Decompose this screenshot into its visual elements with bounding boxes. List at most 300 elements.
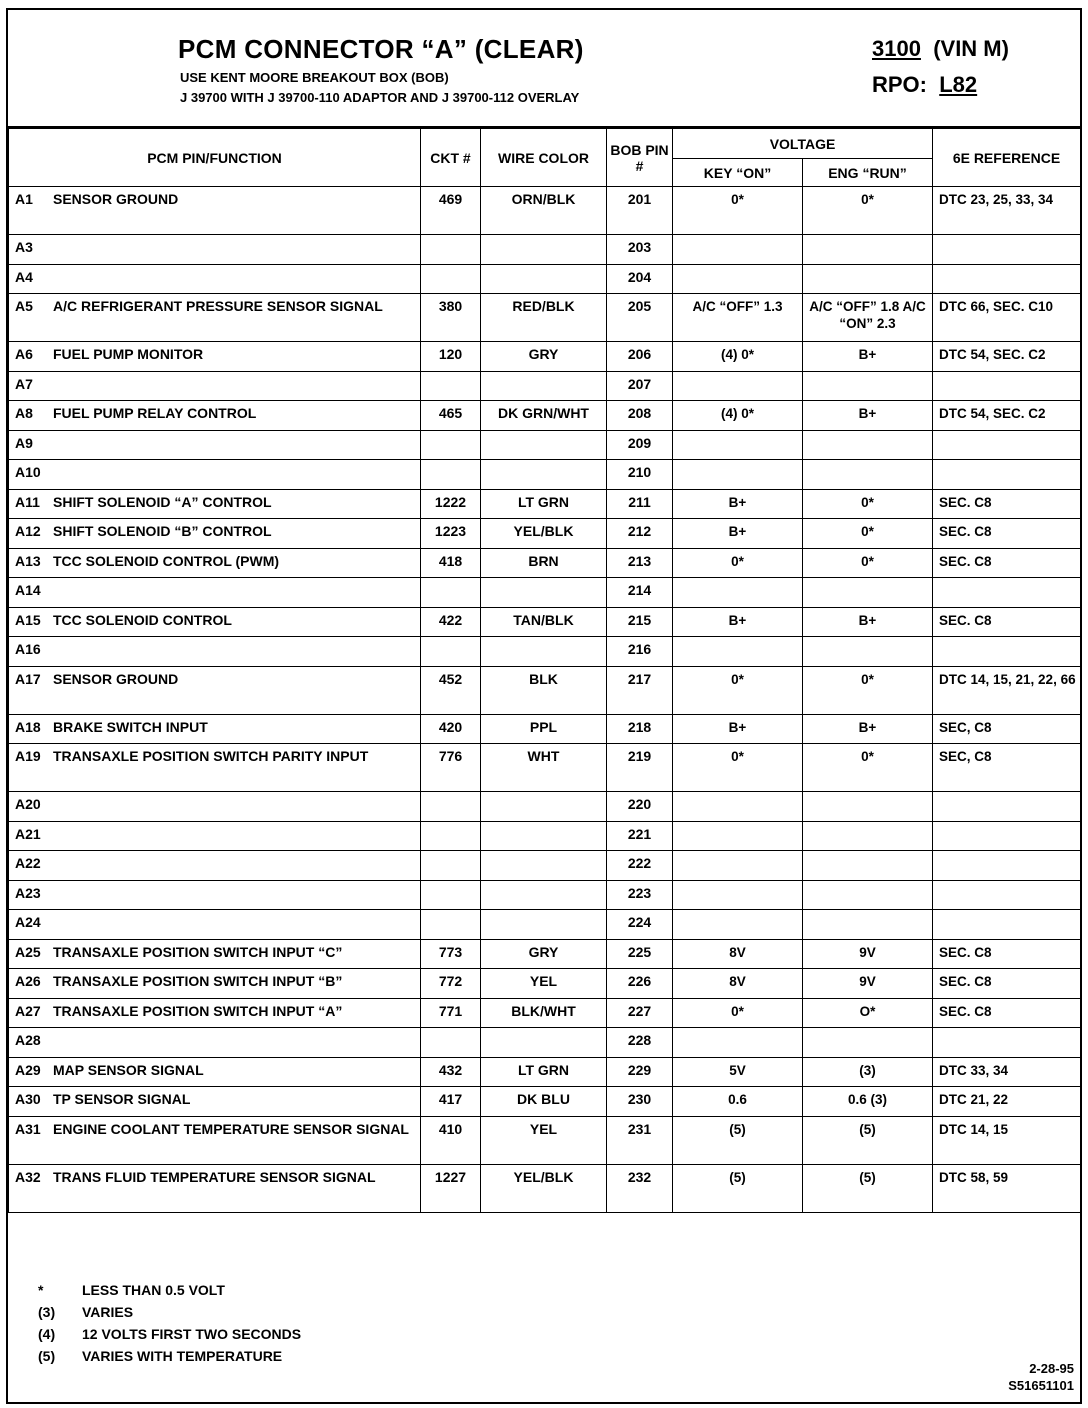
eng-run-cell: 9V — [803, 969, 933, 999]
ckt-cell — [421, 851, 481, 881]
reference-cell: SEC. C8 — [933, 607, 1081, 637]
wire-color-cell: DK BLU — [481, 1087, 607, 1117]
pin-id: A6 — [15, 346, 33, 362]
wire-color-cell: DK GRN/WHT — [481, 401, 607, 431]
ckt-cell — [421, 371, 481, 401]
wire-color-cell — [481, 430, 607, 460]
ckt-cell — [421, 430, 481, 460]
eng-run-cell — [803, 910, 933, 940]
wire-color-cell: BLK — [481, 666, 607, 714]
footer — [1008, 1360, 1074, 1394]
eng-run-cell: 9V — [803, 939, 933, 969]
key-on-cell: (5) — [673, 1164, 803, 1212]
pin-id: A17 — [15, 670, 41, 687]
table-row — [9, 1028, 1081, 1058]
function-text: SHIFT SOLENOID “B” CONTROL — [53, 523, 272, 539]
pin-id: A8 — [15, 405, 33, 421]
reference-cell: DTC 14, 15 — [933, 1116, 1081, 1164]
header-key-on: KEY “ON” — [673, 159, 803, 187]
ckt-cell — [421, 1028, 481, 1058]
wire-color-cell: PPL — [481, 714, 607, 744]
key-on-cell: 0* — [673, 187, 803, 235]
ckt-cell — [421, 637, 481, 667]
function-text: TRANSAXLE POSITION SWITCH INPUT “B” — [53, 973, 343, 989]
pin-function-cell — [9, 969, 421, 999]
bob-pin-cell: 206 — [607, 342, 673, 372]
page-title: PCM CONNECTOR “A” (CLEAR) — [178, 34, 584, 64]
pin-id: A1 — [15, 191, 33, 207]
ckt-cell — [421, 264, 481, 294]
table-row — [9, 1164, 1081, 1212]
function-text: SHIFT SOLENOID “A” CONTROL — [53, 493, 272, 510]
key-on-cell: 0* — [673, 548, 803, 578]
function-text: TRANS FLUID TEMPERATURE SENSOR SIGNAL — [53, 1168, 376, 1185]
pin-function-cell — [9, 851, 421, 881]
bob-pin-cell: 217 — [607, 666, 673, 714]
subtitle-line-1: USE KENT MOORE BREAKOUT BOX (BOB) — [180, 70, 449, 85]
key-on-cell: 0* — [673, 998, 803, 1028]
table-row — [9, 371, 1081, 401]
reference-cell: SEC, C8 — [933, 744, 1081, 792]
bob-pin-cell: 212 — [607, 519, 673, 549]
function-text: TCC SOLENOID CONTROL (PWM) — [53, 552, 280, 569]
note-text: LESS THAN 0.5 VOLT — [82, 1282, 225, 1298]
note-text: VARIES — [82, 1304, 134, 1320]
ckt-cell: 417 — [421, 1087, 481, 1117]
table-row — [9, 744, 1081, 792]
eng-run-cell: B+ — [803, 401, 933, 431]
pin-id: A9 — [15, 434, 33, 451]
table-row — [9, 1057, 1081, 1087]
eng-run-cell — [803, 821, 933, 851]
table-row — [9, 851, 1081, 881]
function-text: A/C REFRIGERANT PRESSURE SENSOR SIGNAL — [53, 298, 383, 314]
pin-function-cell — [9, 744, 421, 792]
bob-pin-cell: 219 — [607, 744, 673, 792]
header — [8, 10, 1080, 128]
bob-pin-cell: 222 — [607, 851, 673, 881]
key-on-cell: (4) 0* — [673, 401, 803, 431]
reference-cell: DTC 58, 59 — [933, 1164, 1081, 1212]
key-on-cell: B+ — [673, 607, 803, 637]
reference-cell — [933, 821, 1081, 851]
table-row — [9, 489, 1081, 519]
pin-function-cell — [9, 294, 421, 342]
eng-run-cell: B+ — [803, 714, 933, 744]
reference-cell: DTC 14, 15, 21, 22, 66 — [933, 666, 1081, 714]
pin-id: A24 — [15, 914, 41, 930]
header-voltage: VOLTAGE — [673, 129, 933, 159]
pin-id: A18 — [15, 718, 41, 735]
ckt-cell — [421, 792, 481, 822]
wire-color-cell: YEL/BLK — [481, 519, 607, 549]
pin-function-cell — [9, 548, 421, 578]
note-text: 12 VOLTS FIRST TWO SECONDS — [82, 1326, 302, 1342]
header-wire-color: WIRE COLOR — [481, 129, 607, 187]
eng-run-cell: (3) — [803, 1057, 933, 1087]
ckt-cell: 1223 — [421, 519, 481, 549]
wire-color-cell: ORN/BLK — [481, 187, 607, 235]
bob-pin-cell: 231 — [607, 1116, 673, 1164]
pin-function-cell — [9, 792, 421, 822]
wire-color-cell: YEL/BLK — [481, 1164, 607, 1212]
wire-color-cell — [481, 235, 607, 265]
pin-id: A23 — [15, 884, 41, 901]
pin-id: A32 — [15, 1168, 41, 1185]
function-text: TCC SOLENOID CONTROL — [53, 611, 232, 628]
bob-pin-cell: 203 — [607, 235, 673, 265]
ckt-cell: 410 — [421, 1116, 481, 1164]
pin-id: A3 — [15, 239, 33, 255]
eng-run-cell — [803, 851, 933, 881]
rpo-value: L82 — [939, 72, 978, 97]
bob-pin-cell: 230 — [607, 1087, 673, 1117]
wire-color-cell: BRN — [481, 548, 607, 578]
key-on-cell — [673, 792, 803, 822]
eng-run-cell — [803, 371, 933, 401]
table-row — [9, 821, 1081, 851]
ckt-cell: 452 — [421, 666, 481, 714]
reference-cell — [933, 430, 1081, 460]
engine-info — [872, 36, 1009, 62]
table-row — [9, 401, 1081, 431]
table-row — [9, 294, 1081, 342]
pin-function-cell — [9, 371, 421, 401]
key-on-cell: 8V — [673, 969, 803, 999]
ckt-cell: 465 — [421, 401, 481, 431]
pin-function-cell — [9, 1028, 421, 1058]
table-row — [9, 1116, 1081, 1164]
table-row — [9, 187, 1081, 235]
eng-run-cell — [803, 460, 933, 490]
bob-pin-cell: 223 — [607, 880, 673, 910]
ckt-cell: 469 — [421, 187, 481, 235]
eng-run-cell — [803, 430, 933, 460]
reference-cell: DTC 54, SEC. C2 — [933, 401, 1081, 431]
note-item — [38, 1326, 301, 1348]
ckt-cell — [421, 460, 481, 490]
wire-color-cell: YEL — [481, 969, 607, 999]
wire-color-cell: LT GRN — [481, 489, 607, 519]
pin-function-cell — [9, 880, 421, 910]
reference-cell — [933, 578, 1081, 608]
function-text: TRANSAXLE POSITION SWITCH INPUT “A” — [53, 1002, 343, 1019]
wire-color-cell — [481, 851, 607, 881]
table-row — [9, 714, 1081, 744]
wire-color-cell: LT GRN — [481, 1057, 607, 1087]
note-key: (3) — [38, 1304, 56, 1320]
key-on-cell — [673, 430, 803, 460]
function-text: SENSOR GROUND — [53, 191, 179, 207]
function-text: ENGINE COOLANT TEMPERATURE SENSOR SIGNAL — [53, 1120, 409, 1137]
bob-pin-cell: 218 — [607, 714, 673, 744]
pin-function-cell — [9, 519, 421, 549]
eng-run-cell: B+ — [803, 607, 933, 637]
reference-cell: SEC, C8 — [933, 714, 1081, 744]
table-row — [9, 637, 1081, 667]
bob-pin-cell: 205 — [607, 294, 673, 342]
wire-color-cell: BLK/WHT — [481, 998, 607, 1028]
ckt-cell — [421, 880, 481, 910]
pin-id: A31 — [15, 1120, 41, 1137]
key-on-cell: 5V — [673, 1057, 803, 1087]
pin-id: A11 — [15, 493, 40, 510]
pin-function-cell — [9, 607, 421, 637]
reference-cell — [933, 371, 1081, 401]
bob-pin-cell: 220 — [607, 792, 673, 822]
table-row — [9, 548, 1081, 578]
pin-id: A13 — [15, 552, 41, 569]
note-text: VARIES WITH TEMPERATURE — [82, 1348, 283, 1364]
reference-cell: SEC. C8 — [933, 998, 1081, 1028]
reference-cell — [933, 460, 1081, 490]
reference-cell: DTC 66, SEC. C10 — [933, 294, 1081, 342]
key-on-cell: B+ — [673, 519, 803, 549]
ckt-cell — [421, 821, 481, 851]
bob-pin-cell: 221 — [607, 821, 673, 851]
pin-function-cell — [9, 578, 421, 608]
pin-id: A30 — [15, 1091, 41, 1107]
pin-function-cell — [9, 187, 421, 235]
bob-pin-cell: 207 — [607, 371, 673, 401]
table-row — [9, 910, 1081, 940]
key-on-cell — [673, 637, 803, 667]
function-text: TP SENSOR SIGNAL — [53, 1091, 191, 1107]
wire-color-cell: GRY — [481, 342, 607, 372]
pin-id: A28 — [15, 1032, 41, 1048]
key-on-cell — [673, 851, 803, 881]
key-on-cell: (5) — [673, 1116, 803, 1164]
key-on-cell: A/C “OFF” 1.3 — [673, 294, 803, 342]
wire-color-cell — [481, 880, 607, 910]
eng-run-cell: 0* — [803, 548, 933, 578]
bob-pin-cell: 232 — [607, 1164, 673, 1212]
reference-cell: DTC 54, SEC. C2 — [933, 342, 1081, 372]
eng-run-cell: 0.6 (3) — [803, 1087, 933, 1117]
pin-function-cell — [9, 235, 421, 265]
function-text: FUEL PUMP RELAY CONTROL — [53, 405, 257, 421]
pin-function-cell — [9, 1087, 421, 1117]
note-key: * — [38, 1282, 44, 1298]
pin-id: A4 — [15, 268, 33, 285]
wire-color-cell: GRY — [481, 939, 607, 969]
wire-color-cell — [481, 1028, 607, 1058]
function-text: TRANSAXLE POSITION SWITCH INPUT “C” — [53, 943, 343, 960]
pin-function-cell — [9, 1164, 421, 1212]
eng-run-cell — [803, 792, 933, 822]
reference-cell — [933, 880, 1081, 910]
footer-date: 2-28-95 — [1029, 1361, 1074, 1376]
reference-cell — [933, 851, 1081, 881]
key-on-cell — [673, 910, 803, 940]
function-text: TRANSAXLE POSITION SWITCH PARITY INPUT — [53, 748, 369, 764]
table-row — [9, 607, 1081, 637]
eng-run-cell: 0* — [803, 187, 933, 235]
bob-pin-cell: 209 — [607, 430, 673, 460]
key-on-cell: 0* — [673, 744, 803, 792]
ckt-cell: 418 — [421, 548, 481, 578]
wire-color-cell: YEL — [481, 1116, 607, 1164]
key-on-cell — [673, 578, 803, 608]
note-key: (4) — [38, 1326, 56, 1342]
reference-cell: DTC 21, 22 — [933, 1087, 1081, 1117]
note-key: (5) — [38, 1348, 56, 1364]
note-item — [38, 1304, 301, 1326]
pin-id: A29 — [15, 1061, 41, 1078]
key-on-cell — [673, 371, 803, 401]
header-bob-pin: BOB PIN # — [607, 129, 673, 187]
reference-cell: SEC. C8 — [933, 969, 1081, 999]
key-on-cell — [673, 235, 803, 265]
key-on-cell — [673, 1028, 803, 1058]
pin-function-cell — [9, 910, 421, 940]
ckt-cell: 776 — [421, 744, 481, 792]
header-ckt: CKT # — [421, 129, 481, 187]
table-row — [9, 264, 1081, 294]
key-on-cell — [673, 821, 803, 851]
eng-run-cell — [803, 235, 933, 265]
eng-run-cell: 0* — [803, 666, 933, 714]
notes-legend — [38, 1282, 301, 1370]
reference-cell — [933, 910, 1081, 940]
rpo-info — [872, 72, 977, 98]
bob-pin-cell: 201 — [607, 187, 673, 235]
key-on-cell — [673, 460, 803, 490]
reference-cell — [933, 235, 1081, 265]
header-reference: 6E REFERENCE — [933, 129, 1081, 187]
reference-cell — [933, 1028, 1081, 1058]
vin-code: (VIN M) — [933, 36, 1009, 61]
ckt-cell: 1227 — [421, 1164, 481, 1212]
ckt-cell: 772 — [421, 969, 481, 999]
table-row — [9, 519, 1081, 549]
pin-id: A15 — [15, 611, 41, 628]
pin-id: A10 — [15, 464, 41, 480]
ckt-cell — [421, 235, 481, 265]
subtitle-line-2: J 39700 WITH J 39700-110 ADAPTOR AND J 39700-112 OVERLAY — [180, 90, 580, 105]
eng-run-cell — [803, 1028, 933, 1058]
table-row — [9, 578, 1081, 608]
header-pin-function: PCM PIN/FUNCTION — [9, 129, 421, 187]
function-text: SENSOR GROUND — [53, 670, 179, 687]
table-row — [9, 235, 1081, 265]
reference-cell: SEC. C8 — [933, 489, 1081, 519]
eng-run-cell: 0* — [803, 744, 933, 792]
pin-function-cell — [9, 998, 421, 1028]
ckt-cell: 422 — [421, 607, 481, 637]
table-row — [9, 460, 1081, 490]
ckt-cell: 1222 — [421, 489, 481, 519]
wire-color-cell: TAN/BLK — [481, 607, 607, 637]
eng-run-cell: A/C “OFF” 1.8 A/C “ON” 2.3 — [803, 294, 933, 342]
bob-pin-cell: 226 — [607, 969, 673, 999]
pin-id: A27 — [15, 1002, 41, 1019]
bob-pin-cell: 224 — [607, 910, 673, 940]
key-on-cell: 0.6 — [673, 1087, 803, 1117]
bob-pin-cell: 216 — [607, 637, 673, 667]
eng-run-cell: 0* — [803, 489, 933, 519]
reference-cell: DTC 33, 34 — [933, 1057, 1081, 1087]
table-row — [9, 342, 1081, 372]
ckt-cell — [421, 910, 481, 940]
pin-id: A7 — [15, 375, 33, 392]
wire-color-cell: WHT — [481, 744, 607, 792]
wire-color-cell — [481, 264, 607, 294]
eng-run-cell — [803, 578, 933, 608]
ckt-cell — [421, 578, 481, 608]
table-row — [9, 880, 1081, 910]
eng-run-cell — [803, 880, 933, 910]
note-item — [38, 1282, 301, 1304]
bob-pin-cell: 211 — [607, 489, 673, 519]
footer-doc-id: S51651101 — [1008, 1378, 1074, 1393]
table-row — [9, 969, 1081, 999]
function-text: BRAKE SWITCH INPUT — [53, 718, 208, 735]
reference-cell — [933, 637, 1081, 667]
key-on-cell: B+ — [673, 489, 803, 519]
eng-run-cell — [803, 637, 933, 667]
key-on-cell: 8V — [673, 939, 803, 969]
eng-run-cell: B+ — [803, 342, 933, 372]
eng-run-cell: (5) — [803, 1164, 933, 1212]
ckt-cell: 380 — [421, 294, 481, 342]
pin-id: A25 — [15, 943, 41, 960]
pin-id: A19 — [15, 748, 41, 764]
eng-run-cell: O* — [803, 998, 933, 1028]
table-row — [9, 1087, 1081, 1117]
wire-color-cell — [481, 821, 607, 851]
wire-color-cell — [481, 792, 607, 822]
pin-function-cell — [9, 637, 421, 667]
bob-pin-cell: 228 — [607, 1028, 673, 1058]
bob-pin-cell: 213 — [607, 548, 673, 578]
wire-color-cell — [481, 460, 607, 490]
pin-function-cell — [9, 821, 421, 851]
pin-id: A5 — [15, 298, 33, 314]
pin-id: A16 — [15, 641, 41, 657]
note-item — [38, 1348, 301, 1370]
table-row — [9, 666, 1081, 714]
pin-function-cell — [9, 489, 421, 519]
engine-code: 3100 — [872, 36, 921, 61]
reference-cell: SEC. C8 — [933, 519, 1081, 549]
bob-pin-cell: 208 — [607, 401, 673, 431]
header-eng-run: ENG “RUN” — [803, 159, 933, 187]
eng-run-cell — [803, 264, 933, 294]
bob-pin-cell: 229 — [607, 1057, 673, 1087]
pin-function-cell — [9, 666, 421, 714]
key-on-cell — [673, 264, 803, 294]
ckt-cell: 432 — [421, 1057, 481, 1087]
ckt-cell: 420 — [421, 714, 481, 744]
ckt-cell: 120 — [421, 342, 481, 372]
key-on-cell: 0* — [673, 666, 803, 714]
reference-cell: SEC. C8 — [933, 939, 1081, 969]
pin-function-cell — [9, 1057, 421, 1087]
key-on-cell — [673, 880, 803, 910]
key-on-cell: (4) 0* — [673, 342, 803, 372]
reference-cell: SEC. C8 — [933, 548, 1081, 578]
table-row — [9, 998, 1081, 1028]
reference-cell: DTC 23, 25, 33, 34 — [933, 187, 1081, 235]
ckt-cell: 771 — [421, 998, 481, 1028]
bob-pin-cell: 204 — [607, 264, 673, 294]
pin-function-cell — [9, 401, 421, 431]
bob-pin-cell: 227 — [607, 998, 673, 1028]
bob-pin-cell: 225 — [607, 939, 673, 969]
wire-color-cell — [481, 910, 607, 940]
table-row — [9, 792, 1081, 822]
